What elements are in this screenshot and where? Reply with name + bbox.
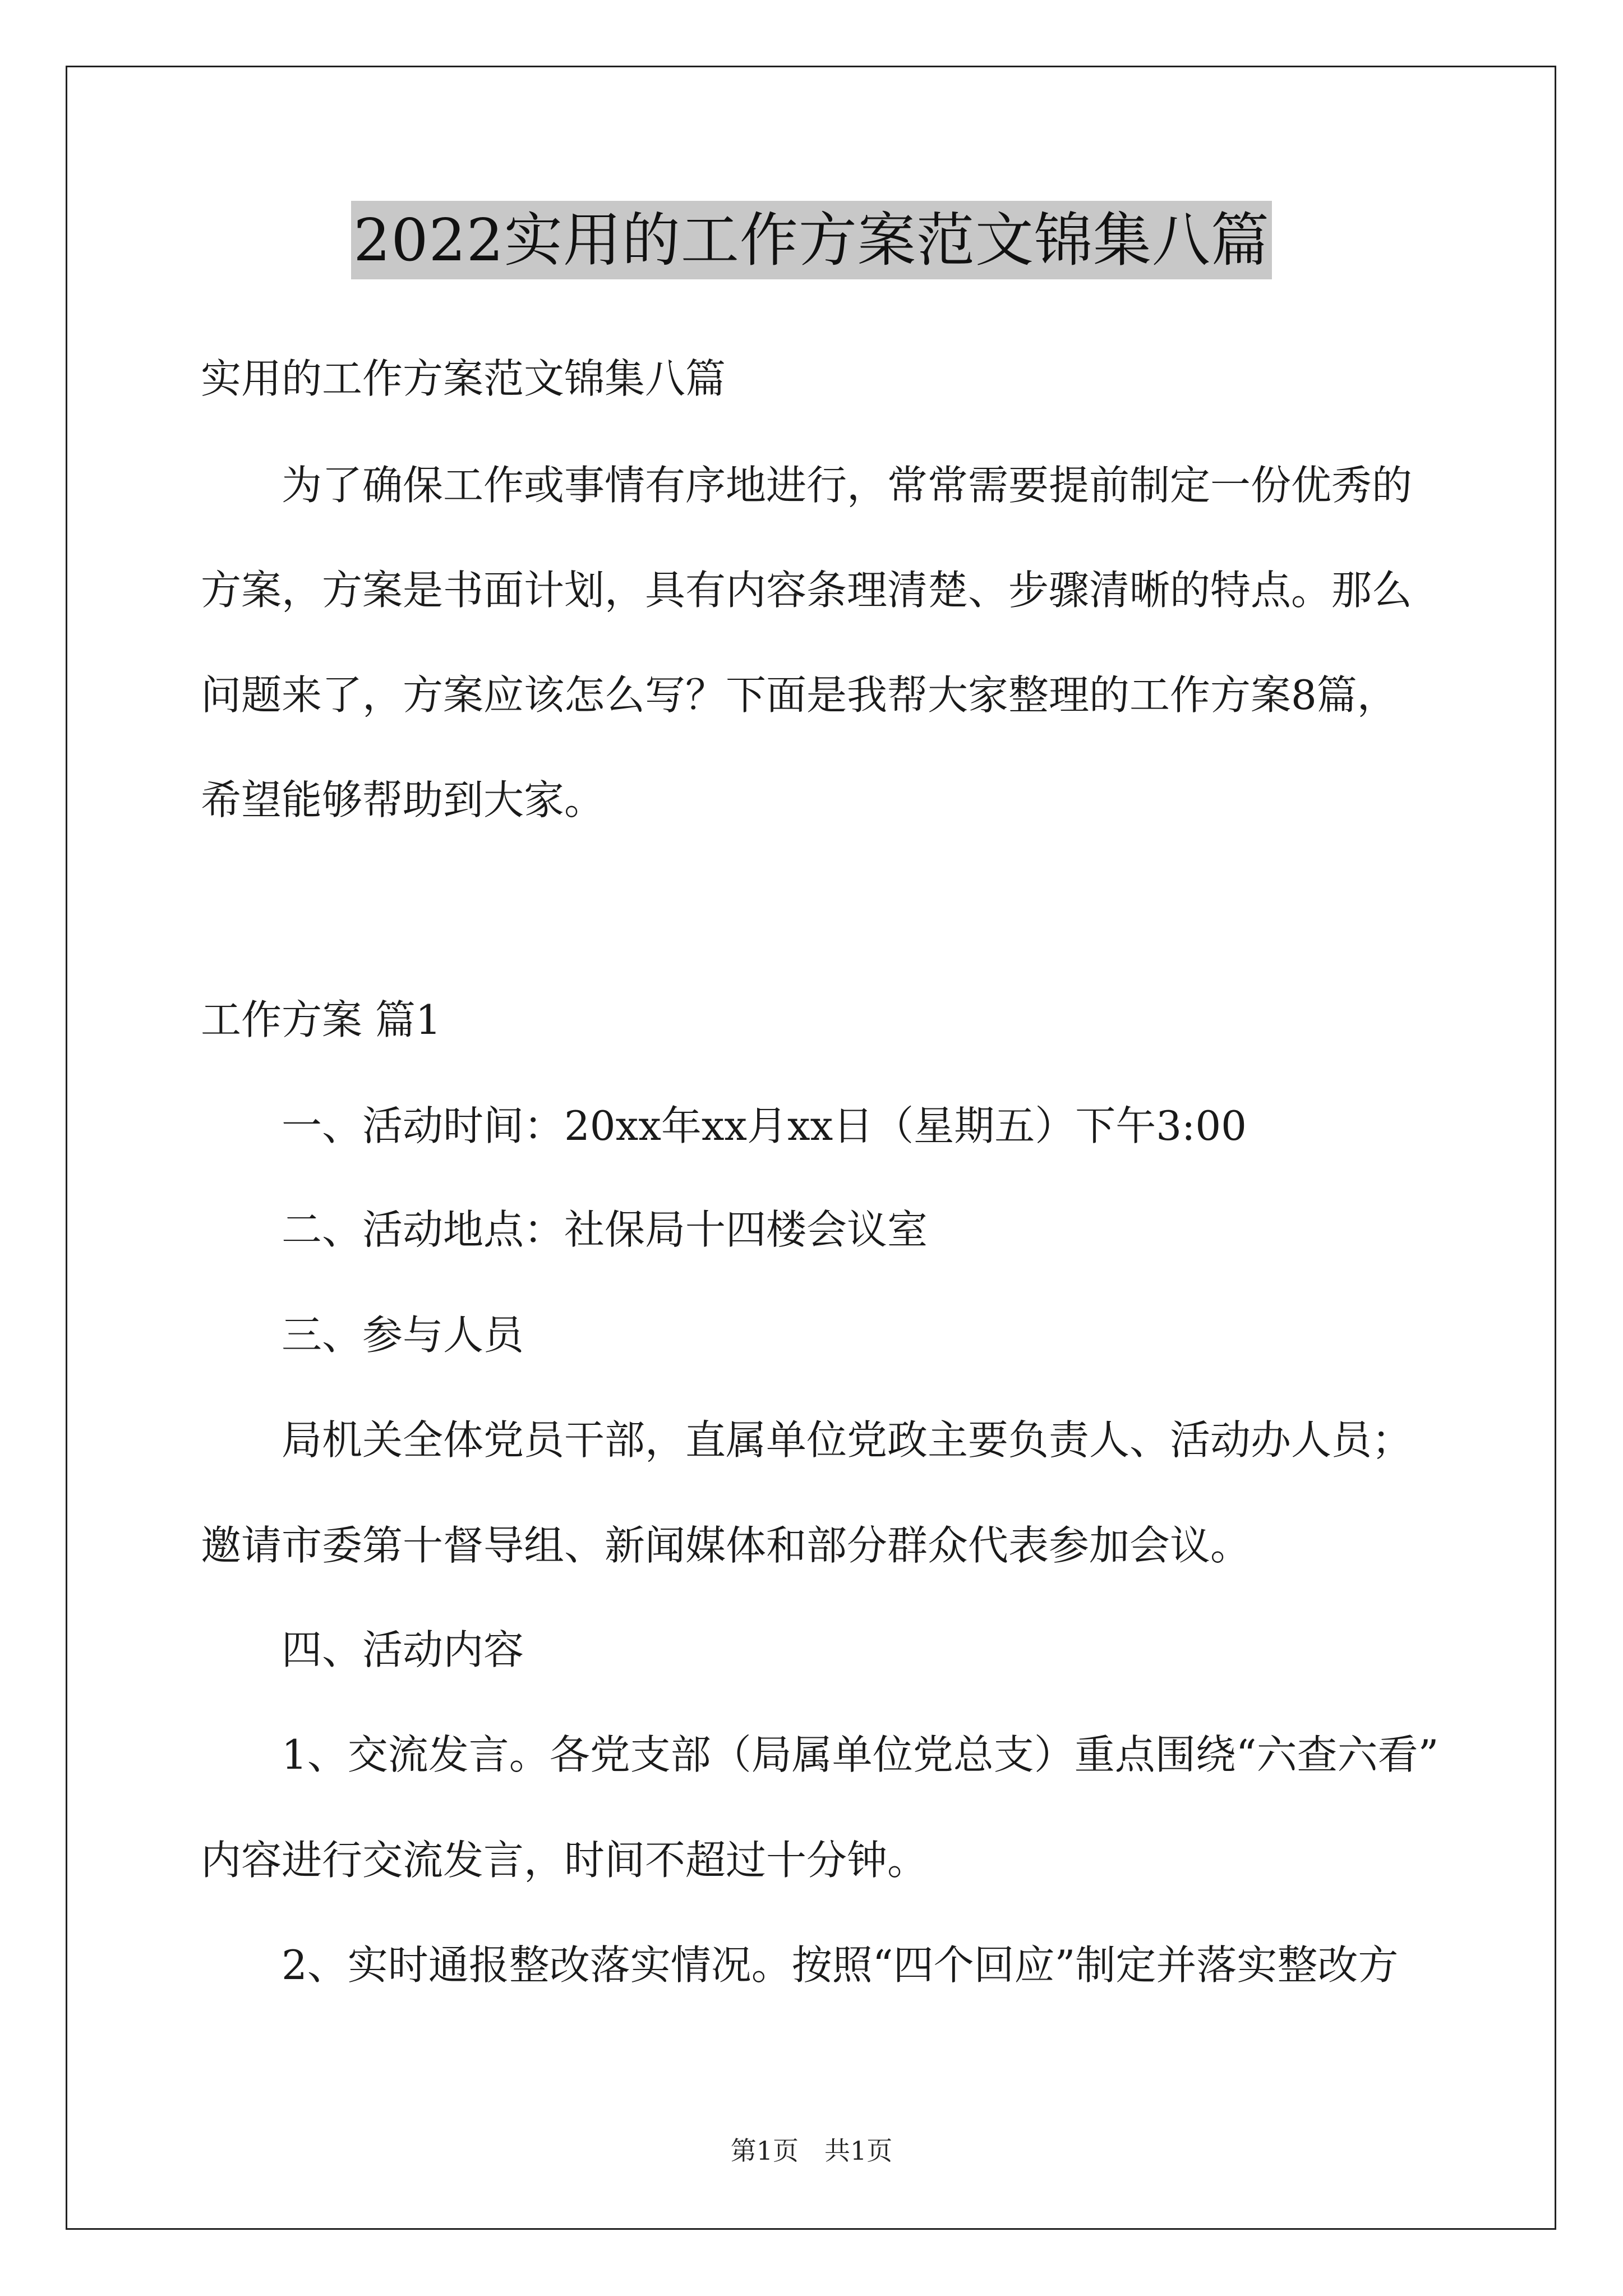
- body-line-3: 三、参与人员: [282, 1312, 524, 1359]
- body-line-5: 邀请市委第十督导组、新闻媒体和部分群众代表参加会议。: [201, 1522, 1251, 1569]
- intro-line-1: 为了确保工作或事情有序地进行，常常需要提前制定一份优秀的: [282, 462, 1413, 509]
- intro-line-4: 希望能够帮助到大家。: [201, 776, 605, 823]
- body-line-4: 局机关全体党员干部，直属单位党政主要负责人、活动办人员；: [282, 1416, 1413, 1464]
- intro-line-3: 问题来了，方案应该怎么写？下面是我帮大家整理的工作方案8篇，: [201, 671, 1398, 719]
- body-line-2: 二、活动地点：社保局十四楼会议室: [282, 1206, 928, 1253]
- body-line-8: 内容进行交流发言，时间不超过十分钟。: [201, 1837, 928, 1884]
- body-line-1: 一、活动时间：20xx年xx月xx日（星期五）下午3:00: [282, 1102, 1247, 1149]
- document-title: 2022实用的工作方案范文锦集八篇: [351, 201, 1272, 279]
- intro-line-2: 方案，方案是书面计划，具有内容条理清楚、步骤清晰的特点。那么: [201, 567, 1413, 614]
- body-line-9: 2、实时通报整改落实情况。按照“四个回应”制定并落实整改方: [282, 1941, 1399, 1989]
- page-footer: 第1页 共1页: [730, 2136, 893, 2166]
- section-heading: 工作方案 篇1: [201, 996, 441, 1043]
- document-subtitle: 实用的工作方案范文锦集八篇: [201, 355, 726, 402]
- body-line-6: 四、活动内容: [282, 1626, 524, 1673]
- title-container: [0, 201, 1623, 279]
- body-line-7: 1、交流发言。各党支部（局属单位党总支）重点围绕“六查六看”: [282, 1731, 1439, 1778]
